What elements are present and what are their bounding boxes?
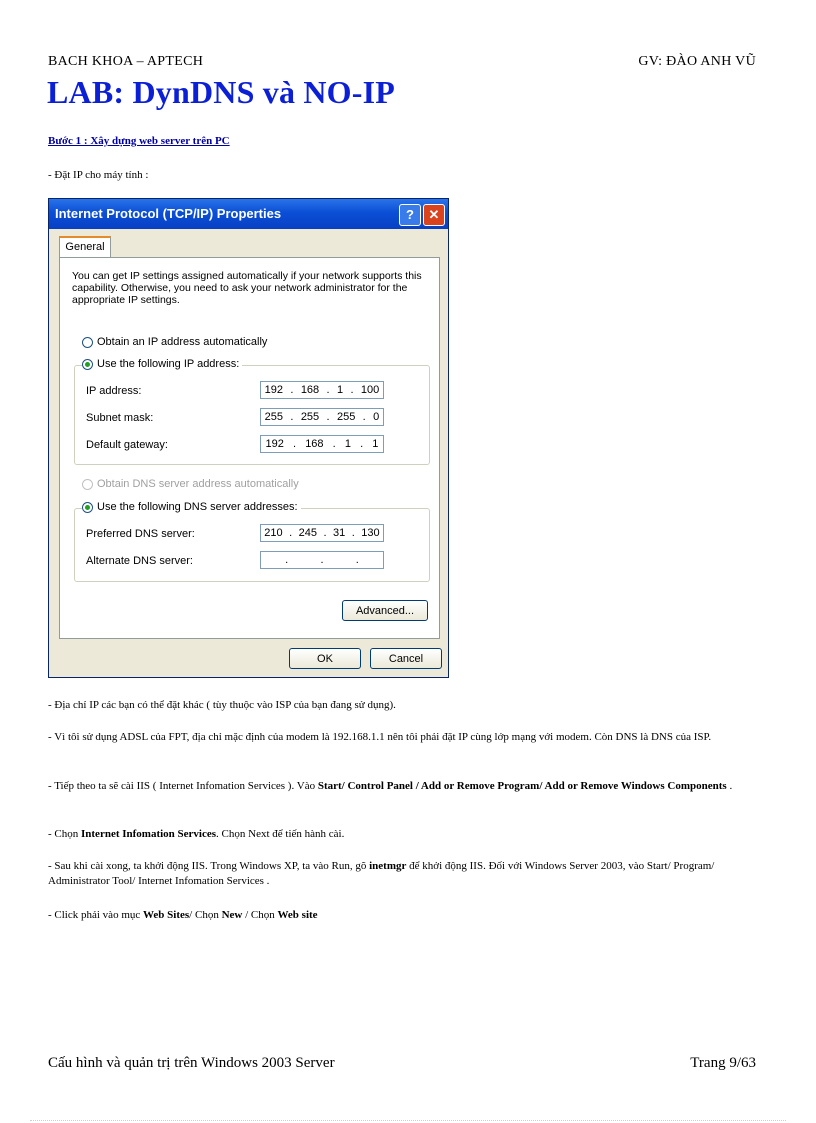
tab-general[interactable]: General xyxy=(59,236,111,258)
p6-text-3: / Chọn xyxy=(242,909,278,921)
footer-left: Cấu hình và quản trị trên Windows 2003 Server xyxy=(48,1055,335,1071)
paragraph-5 xyxy=(48,859,778,889)
paragraph-4 xyxy=(48,827,778,842)
octet: 168 xyxy=(305,438,324,450)
octet: 210 xyxy=(264,527,283,539)
dialog-description: You can get IP settings assigned automatically if your network supports this capability. Otherwise, you need to ask your network administrator for the appropriate IP settings. xyxy=(72,270,422,306)
advanced-button[interactable]: Advanced... xyxy=(342,600,428,621)
p4-bold: Internet Infomation Services xyxy=(81,828,217,840)
octet: 130 xyxy=(361,527,380,539)
p3-text: - Tiếp theo ta sẽ cài IIS ( Internet Infomation Services ). Vào xyxy=(48,780,318,792)
close-icon[interactable]: ✕ xyxy=(423,204,445,226)
subnet-mask-label: Subnet mask: xyxy=(86,412,154,424)
radio-auto-ip[interactable] xyxy=(82,336,267,348)
octet: 1 xyxy=(336,384,344,396)
radio-button xyxy=(82,479,93,490)
default-gateway-label: Default gateway: xyxy=(86,439,168,451)
preferred-dns-field[interactable]: 210 . 245 . 31 . 130 xyxy=(260,524,384,542)
radio-manual-ip-label: Use the following IP address: xyxy=(97,358,240,370)
default-gateway-field[interactable]: 192 . 168 . 1 . 1 xyxy=(260,435,384,453)
octet: 31 xyxy=(333,527,346,539)
octet: 100 xyxy=(360,384,380,396)
step-heading: Bước 1 : Xây dựng web server trên PC xyxy=(48,135,230,147)
p5-end: để khởi động IIS. Đối với Windows Server 2003, vào Start/ Program/ Administrator Tool/ Internet Infomation Services . xyxy=(48,860,715,887)
radio-button[interactable] xyxy=(82,502,93,513)
octet: 245 xyxy=(298,527,317,539)
dns-group xyxy=(74,508,430,582)
p6-bold-2: New xyxy=(221,909,243,921)
page-number: Trang 9/63 xyxy=(690,1055,756,1071)
general-panel xyxy=(59,257,440,639)
p4-end: . Chọn Next để tiến hành cài. xyxy=(216,828,345,840)
radio-manual-dns-label: Use the following DNS server addresses: xyxy=(97,501,298,513)
page-border xyxy=(30,1120,786,1121)
octet: 0 xyxy=(373,411,380,423)
tcpip-properties-dialog xyxy=(48,198,449,678)
radio-manual-ip[interactable] xyxy=(82,358,242,370)
radio-auto-dns-label: Obtain DNS server address automatically xyxy=(97,478,299,490)
dialog-titlebar xyxy=(49,199,448,229)
ip-address-label: IP address: xyxy=(86,385,142,397)
octet: 255 xyxy=(336,411,356,423)
paragraph-3 xyxy=(48,779,778,794)
p5-text: - Sau khi cài xong, ta khởi động IIS. Trong Windows XP, ta vào Run, gõ xyxy=(48,860,370,872)
octet: 255 xyxy=(300,411,320,423)
p6-bold-1: Web Sites xyxy=(143,909,190,921)
p6-bold-3: Web site xyxy=(277,909,318,921)
p6-text-2: / Chọn xyxy=(189,909,222,921)
header-left: BACH KHOA – APTECH xyxy=(48,54,204,69)
intro-text: - Đặt IP cho máy tính : xyxy=(48,169,149,181)
radio-button[interactable] xyxy=(82,337,93,348)
radio-auto-dns xyxy=(82,478,299,490)
p5-command: inetmgr xyxy=(369,860,407,872)
preferred-dns-label: Preferred DNS server: xyxy=(86,528,195,540)
paragraph-2: - Vì tôi sử dụng ADSL của FPT, địa chỉ mặc định của modem là 192.168.1.1 nên tôi phải đặt IP cùng lớp mạng với modem. Còn DNS là DNS của ISP. xyxy=(48,731,712,743)
octet: 192 xyxy=(265,438,284,450)
ip-address-field[interactable]: 192 . 168 . 1 . 100 xyxy=(260,381,384,399)
radio-manual-dns[interactable] xyxy=(82,501,301,513)
subnet-mask-field[interactable]: 255 . 255 . 255 . 0 xyxy=(260,408,384,426)
radio-button[interactable] xyxy=(82,359,93,370)
paragraph-1: - Địa chỉ IP các bạn có thể đặt khác ( tùy thuộc vào ISP của bạn đang sử dụng). xyxy=(48,699,396,711)
p4-text: - Chọn xyxy=(48,828,81,840)
paragraph-6 xyxy=(48,908,778,923)
octet: 255 xyxy=(264,411,284,423)
p3-path: Start/ Control Panel / Add or Remove Program/ Add or Remove Windows Components xyxy=(317,780,727,792)
p6-text: - Click phải vào mục xyxy=(48,909,144,921)
alternate-dns-label: Alternate DNS server: xyxy=(86,555,193,567)
header-right: GV: ĐÀO ANH VŨ xyxy=(638,54,756,69)
cancel-button[interactable]: Cancel xyxy=(370,648,442,669)
page-title: LAB: DynDNS và NO-IP xyxy=(47,74,396,110)
octet: 192 xyxy=(264,384,284,396)
dialog-title: Internet Protocol (TCP/IP) Properties xyxy=(55,206,282,221)
octet: 168 xyxy=(300,384,320,396)
radio-auto-ip-label: Obtain an IP address automatically xyxy=(97,336,268,348)
ok-button[interactable]: OK xyxy=(289,648,361,669)
octet: 1 xyxy=(372,438,379,450)
alternate-dns-field[interactable]: . . . xyxy=(260,551,384,569)
help-icon[interactable]: ? xyxy=(399,204,421,226)
p3-end: . xyxy=(726,780,733,792)
octet: 1 xyxy=(344,438,351,450)
